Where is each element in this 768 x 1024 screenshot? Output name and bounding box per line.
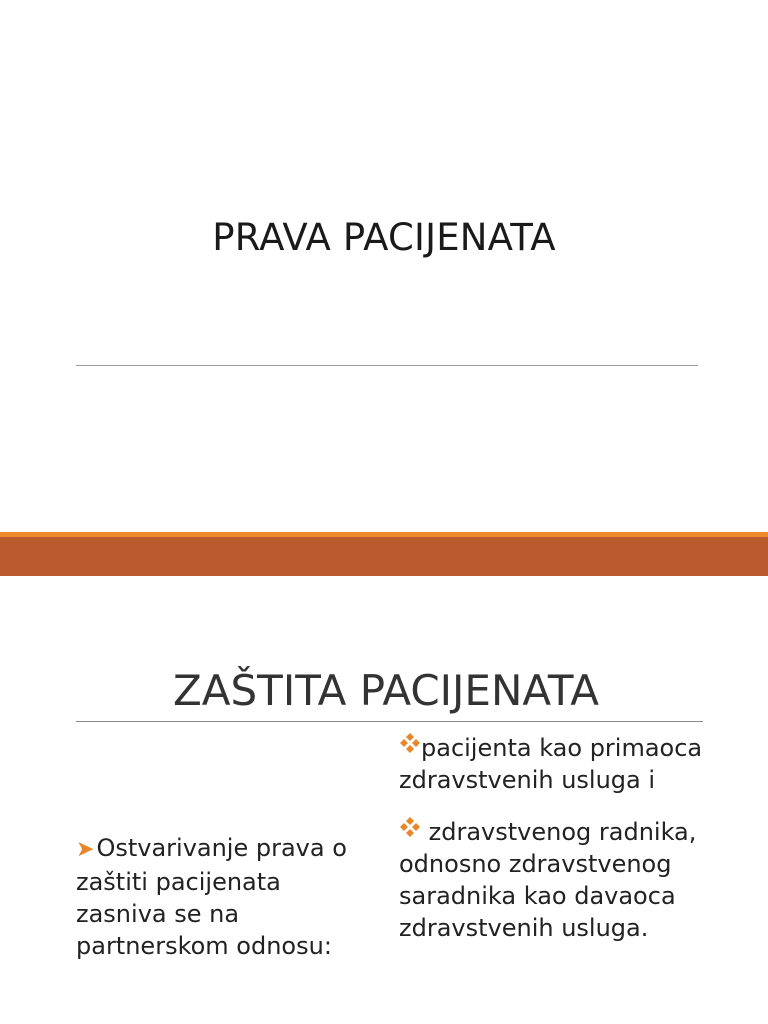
left-bullet-item xyxy=(76,832,376,962)
four-diamond-icon xyxy=(399,732,421,754)
right-bullet-item xyxy=(399,816,729,944)
arrow-right-icon: ➤ xyxy=(76,837,95,862)
slide-2-divider xyxy=(76,721,703,722)
slide-1-divider xyxy=(76,365,698,366)
slide-separator-dark xyxy=(0,537,768,576)
slide-2 xyxy=(0,576,768,1024)
four-diamond-icon xyxy=(399,816,421,838)
slide-2-title: ZAŠTITA PACIJENATA xyxy=(173,666,599,715)
right-bullet-text: zdravstvenog radnika, odnosno zdravstvenog saradnika kao davaoca zdravstvenih usluga. xyxy=(399,818,697,942)
right-bullet-list xyxy=(399,732,729,944)
right-bullet-item xyxy=(399,732,729,796)
slide-1-title: PRAVA PACIJENATA xyxy=(212,216,556,259)
left-bullet-text: Ostvarivanje prava o zaštiti pacijenata zasniva se na partnerskom odnosu: xyxy=(76,834,347,960)
right-bullet-text: pacijenta kao primaoca zdravstvenih usluga i xyxy=(399,734,703,794)
